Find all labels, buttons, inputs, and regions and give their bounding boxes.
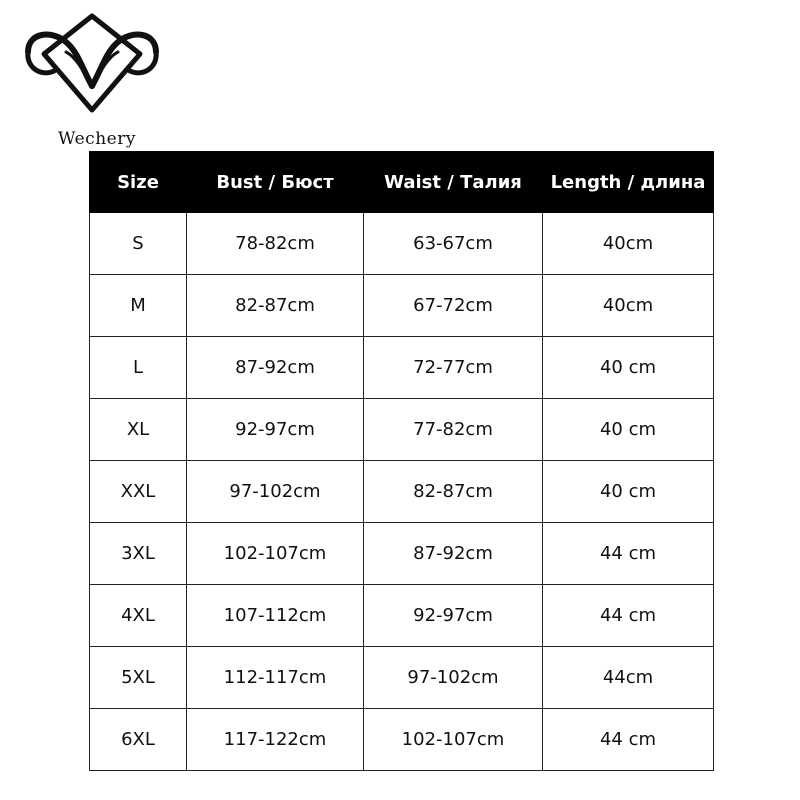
cell-waist: 92-97cm: [364, 585, 543, 647]
cell-size: 4XL: [90, 585, 187, 647]
cell-length: 44 cm: [543, 523, 714, 585]
cell-bust: 87-92cm: [187, 337, 364, 399]
cell-bust: 78-82cm: [187, 213, 364, 275]
cell-bust: 97-102cm: [187, 461, 364, 523]
table-row: [90, 275, 714, 337]
cell-length: 40cm: [543, 213, 714, 275]
cell-size: 6XL: [90, 709, 187, 771]
table-row: [90, 523, 714, 585]
header-row: [90, 152, 714, 213]
header-size: Size: [90, 152, 187, 213]
cell-length: 44cm: [543, 647, 714, 709]
cell-size: XXL: [90, 461, 187, 523]
table-body: [90, 213, 714, 771]
cell-size: M: [90, 275, 187, 337]
header-waist: Waist / Талия: [364, 152, 543, 213]
cell-waist: 97-102cm: [364, 647, 543, 709]
cell-waist: 67-72cm: [364, 275, 543, 337]
cell-size: XL: [90, 399, 187, 461]
cell-length: 44 cm: [543, 585, 714, 647]
cell-length: 40cm: [543, 275, 714, 337]
brand-name: Wechery: [58, 129, 136, 149]
cell-waist: 102-107cm: [364, 709, 543, 771]
cell-waist: 82-87cm: [364, 461, 543, 523]
cell-waist: 87-92cm: [364, 523, 543, 585]
cell-waist: 63-67cm: [364, 213, 543, 275]
table-header: [90, 152, 714, 213]
table-row: [90, 585, 714, 647]
cell-size: 5XL: [90, 647, 187, 709]
cell-length: 40 cm: [543, 337, 714, 399]
table-row: [90, 647, 714, 709]
header-length: Length / длина: [543, 152, 714, 213]
cell-length: 44 cm: [543, 709, 714, 771]
cell-bust: 112-117cm: [187, 647, 364, 709]
brand-logo: [22, 12, 162, 149]
table-row: [90, 337, 714, 399]
cell-bust: 92-97cm: [187, 399, 364, 461]
cell-size: L: [90, 337, 187, 399]
table-row: [90, 461, 714, 523]
wechery-crown-emblem-icon: [22, 12, 162, 122]
cell-size: S: [90, 213, 187, 275]
cell-bust: 102-107cm: [187, 523, 364, 585]
size-chart-table: [89, 151, 714, 771]
table-row: [90, 213, 714, 275]
header-bust: Bust / Бюст: [187, 152, 364, 213]
cell-bust: 82-87cm: [187, 275, 364, 337]
cell-length: 40 cm: [543, 399, 714, 461]
cell-length: 40 cm: [543, 461, 714, 523]
cell-waist: 77-82cm: [364, 399, 543, 461]
cell-size: 3XL: [90, 523, 187, 585]
table-row: [90, 399, 714, 461]
cell-bust: 117-122cm: [187, 709, 364, 771]
cell-waist: 72-77cm: [364, 337, 543, 399]
cell-bust: 107-112cm: [187, 585, 364, 647]
table-row: [90, 709, 714, 771]
